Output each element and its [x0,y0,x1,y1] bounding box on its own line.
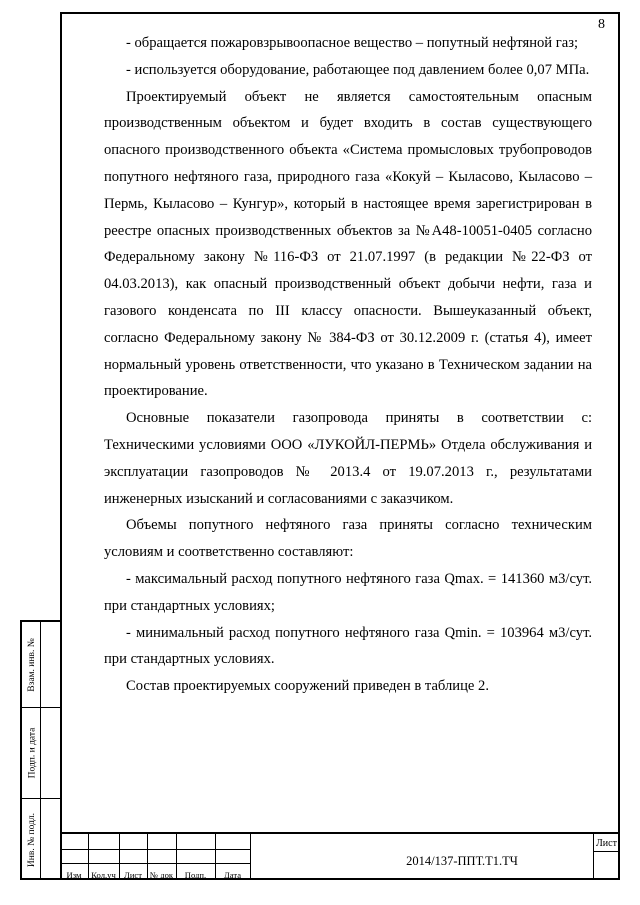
paragraph: Объемы попутного нефтяного газа приняты согласно техническим условиям и соответственно составляют: [104,517,592,561]
paragraph: Состав проектируемых сооружений приведен в таблице 2. [126,678,489,695]
side-stamp-sign-date-label: Подп. и дата [27,727,38,779]
page-number: 8 [598,17,605,32]
title-block-col-sheet: Лист [124,870,142,880]
paragraph: - обращается пожаровзрывоопасное вещество – попутный нефтяной газ; [126,35,579,51]
paragraph: Проектируемый объект не является самостоятельным опасным производственным объектом и будет входить в состав существующего опасного производственного объекта «Система промысловых трубопроводов попутного нефтяного газа, природного газа «Кокуй – Кыласово, Кыласово – Пермь, Кыласово – Кунгур», который в настоящее время зарегистрирован в реестре опасных производственных объектов за №А48-10051-0405 согласно Федеральному закону №116-ФЗ от 21.07.1997 (в редакции №22-ФЗ от 04.03.2013), как опасный производственный объект добычи нефти, газа и газового конденсата по III классу опасности. Вышеуказанный объект, согласно Федеральному закону № 384-ФЗ от 30.12.2009 г. (статья 4), имеет нормальный уровень ответственности, что указано в Техническом задании на проектирование. [104,88,592,400]
title-block-col-doc: № док [149,870,174,880]
title-block [60,832,620,880]
paragraph: Основные показатели газопровода приняты в соответствии с: Техническими условиями ООО «ЛУКОЙЛ-ПЕРМЬ» Отдела обслуживания и эксплуатации газопроводов № 2013.4 от 19.07.2013 г., результатами инженерных изысканий и согласованиями с заказчиком. [104,410,592,507]
side-stamp-inventory-label: Инв. № подл. [27,812,38,868]
paragraph: - минимальный расход попутного нефтяного газа Qmin. = 103964 м3/сут. при стандартных условиях. [104,624,592,668]
paragraph: - используется оборудование, работающее под давлением более 0,07 МПа. [126,61,590,78]
title-block-col-change: Изм [66,870,82,880]
title-block-col-date: Дата [223,870,242,880]
side-stamp-replacement-label: Взам. инв. № [27,638,38,692]
side-stamp [20,620,60,880]
document-body [104,30,592,700]
paragraph: - максимальный расход попутного нефтяного газа Qmax. = 141360 м3/сут. при стандартных условиях; [104,570,592,614]
sheet-label: Лист [596,838,617,849]
title-block-col-count: Кол.уч [91,870,116,880]
document-code: 2014/137-ППТ.Т1.ТЧ [406,854,518,868]
title-block-col-sign: Подп. [184,870,207,880]
